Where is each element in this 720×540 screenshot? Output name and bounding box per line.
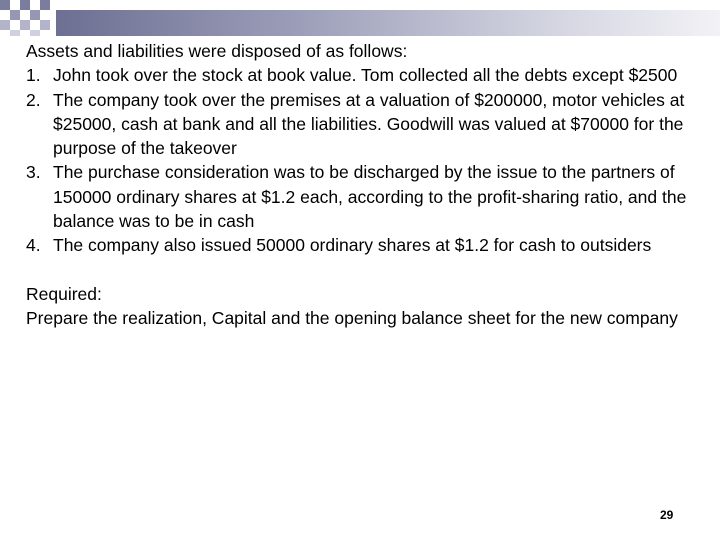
list-item-text: John took over the stock at book value. Tom collected all the debts except $2500 [53, 65, 678, 86]
checker-square [20, 20, 30, 30]
list-item-number: 1. [26, 65, 41, 86]
list-item [26, 63, 712, 87]
list-item-number: 2. [26, 89, 41, 110]
checker-square [0, 20, 10, 30]
list-item [26, 160, 712, 233]
list-item-text: The company took over the premises at a valuation of $200000, motor vehicles at $25000, cash at bank and all the liabilities. Goodwill was valued at $70000 for the purpose of the takeover [53, 89, 685, 159]
list-item [26, 233, 712, 257]
slide-body [26, 39, 712, 330]
checker-square [0, 0, 10, 10]
checker-square [30, 30, 40, 36]
required-text: Prepare the realization, Capital and the opening balance sheet for the new company [26, 307, 678, 328]
header-gradient-band [56, 10, 720, 36]
checker-square [40, 20, 50, 30]
required-heading: Required: [26, 283, 102, 304]
intro-text: Assets and liabilities were disposed of as follows: [26, 41, 408, 61]
disposal-list [26, 63, 712, 257]
checker-square [10, 10, 20, 20]
checker-square [20, 0, 30, 10]
checker-square [10, 30, 20, 36]
checker-square [30, 10, 40, 20]
required-section [26, 282, 712, 331]
page-number: 29 [660, 508, 674, 522]
list-item-text: The company also issued 50000 ordinary shares at $1.2 for cash to outsiders [53, 235, 652, 256]
list-item-text: The purchase consideration was to be discharged by the issue to the partners of 150000 ordinary shares at $1.2 each, according to the profit-sharing ratio, and the balance was to be in cash [53, 162, 687, 232]
list-item [26, 88, 712, 161]
checker-square [40, 0, 50, 10]
list-item-number: 4. [26, 235, 41, 256]
decorative-header [0, 0, 720, 36]
list-item-number: 3. [26, 162, 41, 183]
